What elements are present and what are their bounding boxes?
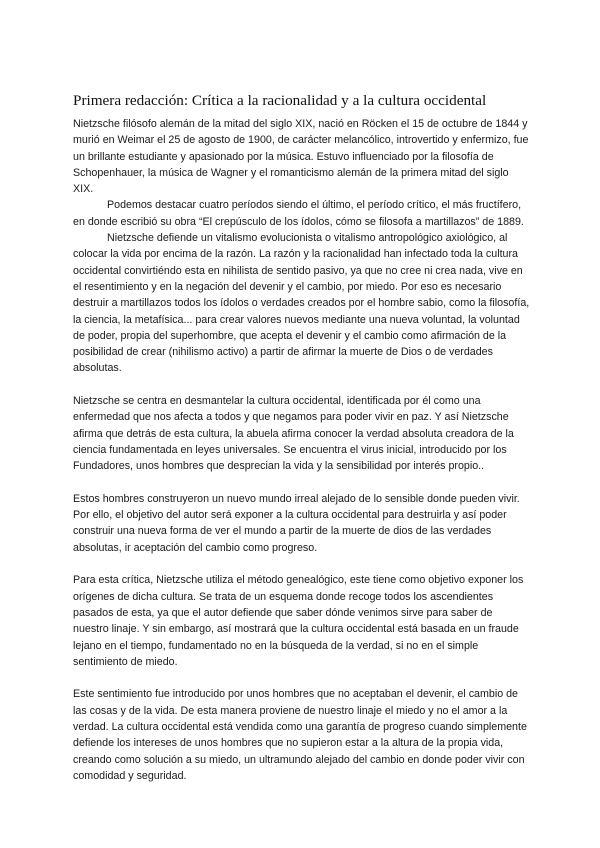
- paragraph-periods: Podemos destacar cuatro períodos siendo el último, el período crítico, el más fructífero, en donde escribió su obra “El crepúsculo de los ídolos, cómo se filosofa a martillazos” de 1889.: [73, 199, 524, 228]
- paragraph-vitalism: Nietzsche defiende un vitalismo evolucionista o vitalismo antropológico axiológico, al colocar la vida por encima de la razón. La razón y la racionalidad han infectado toda la cultura occidental convirtiéndo esta en nihilista de sentido pasivo, ya que no cree ni crea nada, vive en el resentimiento y en la negación del devenir y el cambio, por miedo. Por eso es necesario destruir a martillazos todos los ídolos o verdades creados por el hombre sabio, como la filosofía, la ciencia, la metafísica... para crear valores nuevos mediante una nueva voluntad, la voluntad de poder, propia del superhombre, que acepta el devenir y el cambio como afirmación de la posibilidad de crear (nihilismo activo) a partir de afirmar la muerte de Dios o de verdades absolutas.: [73, 232, 530, 375]
- paragraph-genealogy: Para esta crítica, Nietzsche utiliza el método genealógico, este tiene como objetivo exponer los orígenes de dicha cultura. Se trata de un esquema donde recoge todos los ascendientes pasados de esta, ya que el autor defiende que saber dónde venimos sirve para saber de nuestro linaje. Y sin embargo, así mostrará que la cultura occidental está basada en un fraude lejano en el tiempo, fundamentado no en la búsqueda de la verdad, si no en el simple sentimiento de miedo.: [73, 574, 524, 668]
- paragraph-western-culture: Nietzsche se centra en desmantelar la cultura occidental, identificada por él como una enfermedad que nos afecta a todos y que negamos para poder vivir en paz. Y así Nietzsche afirma que detrás de esta cultura, la abuela afirma conocer la verdad absoluta creadora de la ciencia fundamentada en leyes universales. Se encuentra el virus inicial, introducido por los Fundadores, unos hombres que desprecian la vida y la sensibilidad por interés propio..: [73, 395, 514, 473]
- paragraph-fear: Este sentimiento fue introducido por unos hombres que no aceptaban el devenir, el cambio de las cosas y de la vida. De esta manera proviene de nuestro linaje el miedo y no el amor a la verdad. La cultura occidental está vendida como una garantía de progreso cuando simplemente defiende los intereses de unos hombres que no supieron estar a la altura de la propia vida, creando como solución a su miedo, un ultramundo alejado del cambio en donde poder vivir con comodidad y seguridad.: [73, 688, 527, 782]
- paragraph-founders: Estos hombres construyeron un nuevo mundo irreal alejado de lo sensible donde pueden vivir. Por ello, el objetivo del autor será exponer a la cultura occidental para destruirla y así poder construir una nueva forma de ver el mundo a partir de la muerte de dios de las verdades absolutas, ir aceptación del cambio como progreso.: [73, 492, 520, 554]
- document-body: [73, 116, 530, 784]
- document-title: Primera redacción: Crítica a la racionalidad y a la cultura occidental: [73, 92, 487, 109]
- paragraph-biography: Nietzsche filósofo alemán de la mitad del siglo XIX, nació en Röcken el 15 de octubre de 1844 y murió en Weimar el 25 de agosto de 1900, de carácter melancólico, introvertido y enfermizo, fue un brillante estudiante y apasionado por la música. Estuvo influenciado por la filosofía de Schopenhauer, la música de Wagner y el romanticismo alemán de la primera mitad del siglo XIX.: [73, 118, 529, 196]
